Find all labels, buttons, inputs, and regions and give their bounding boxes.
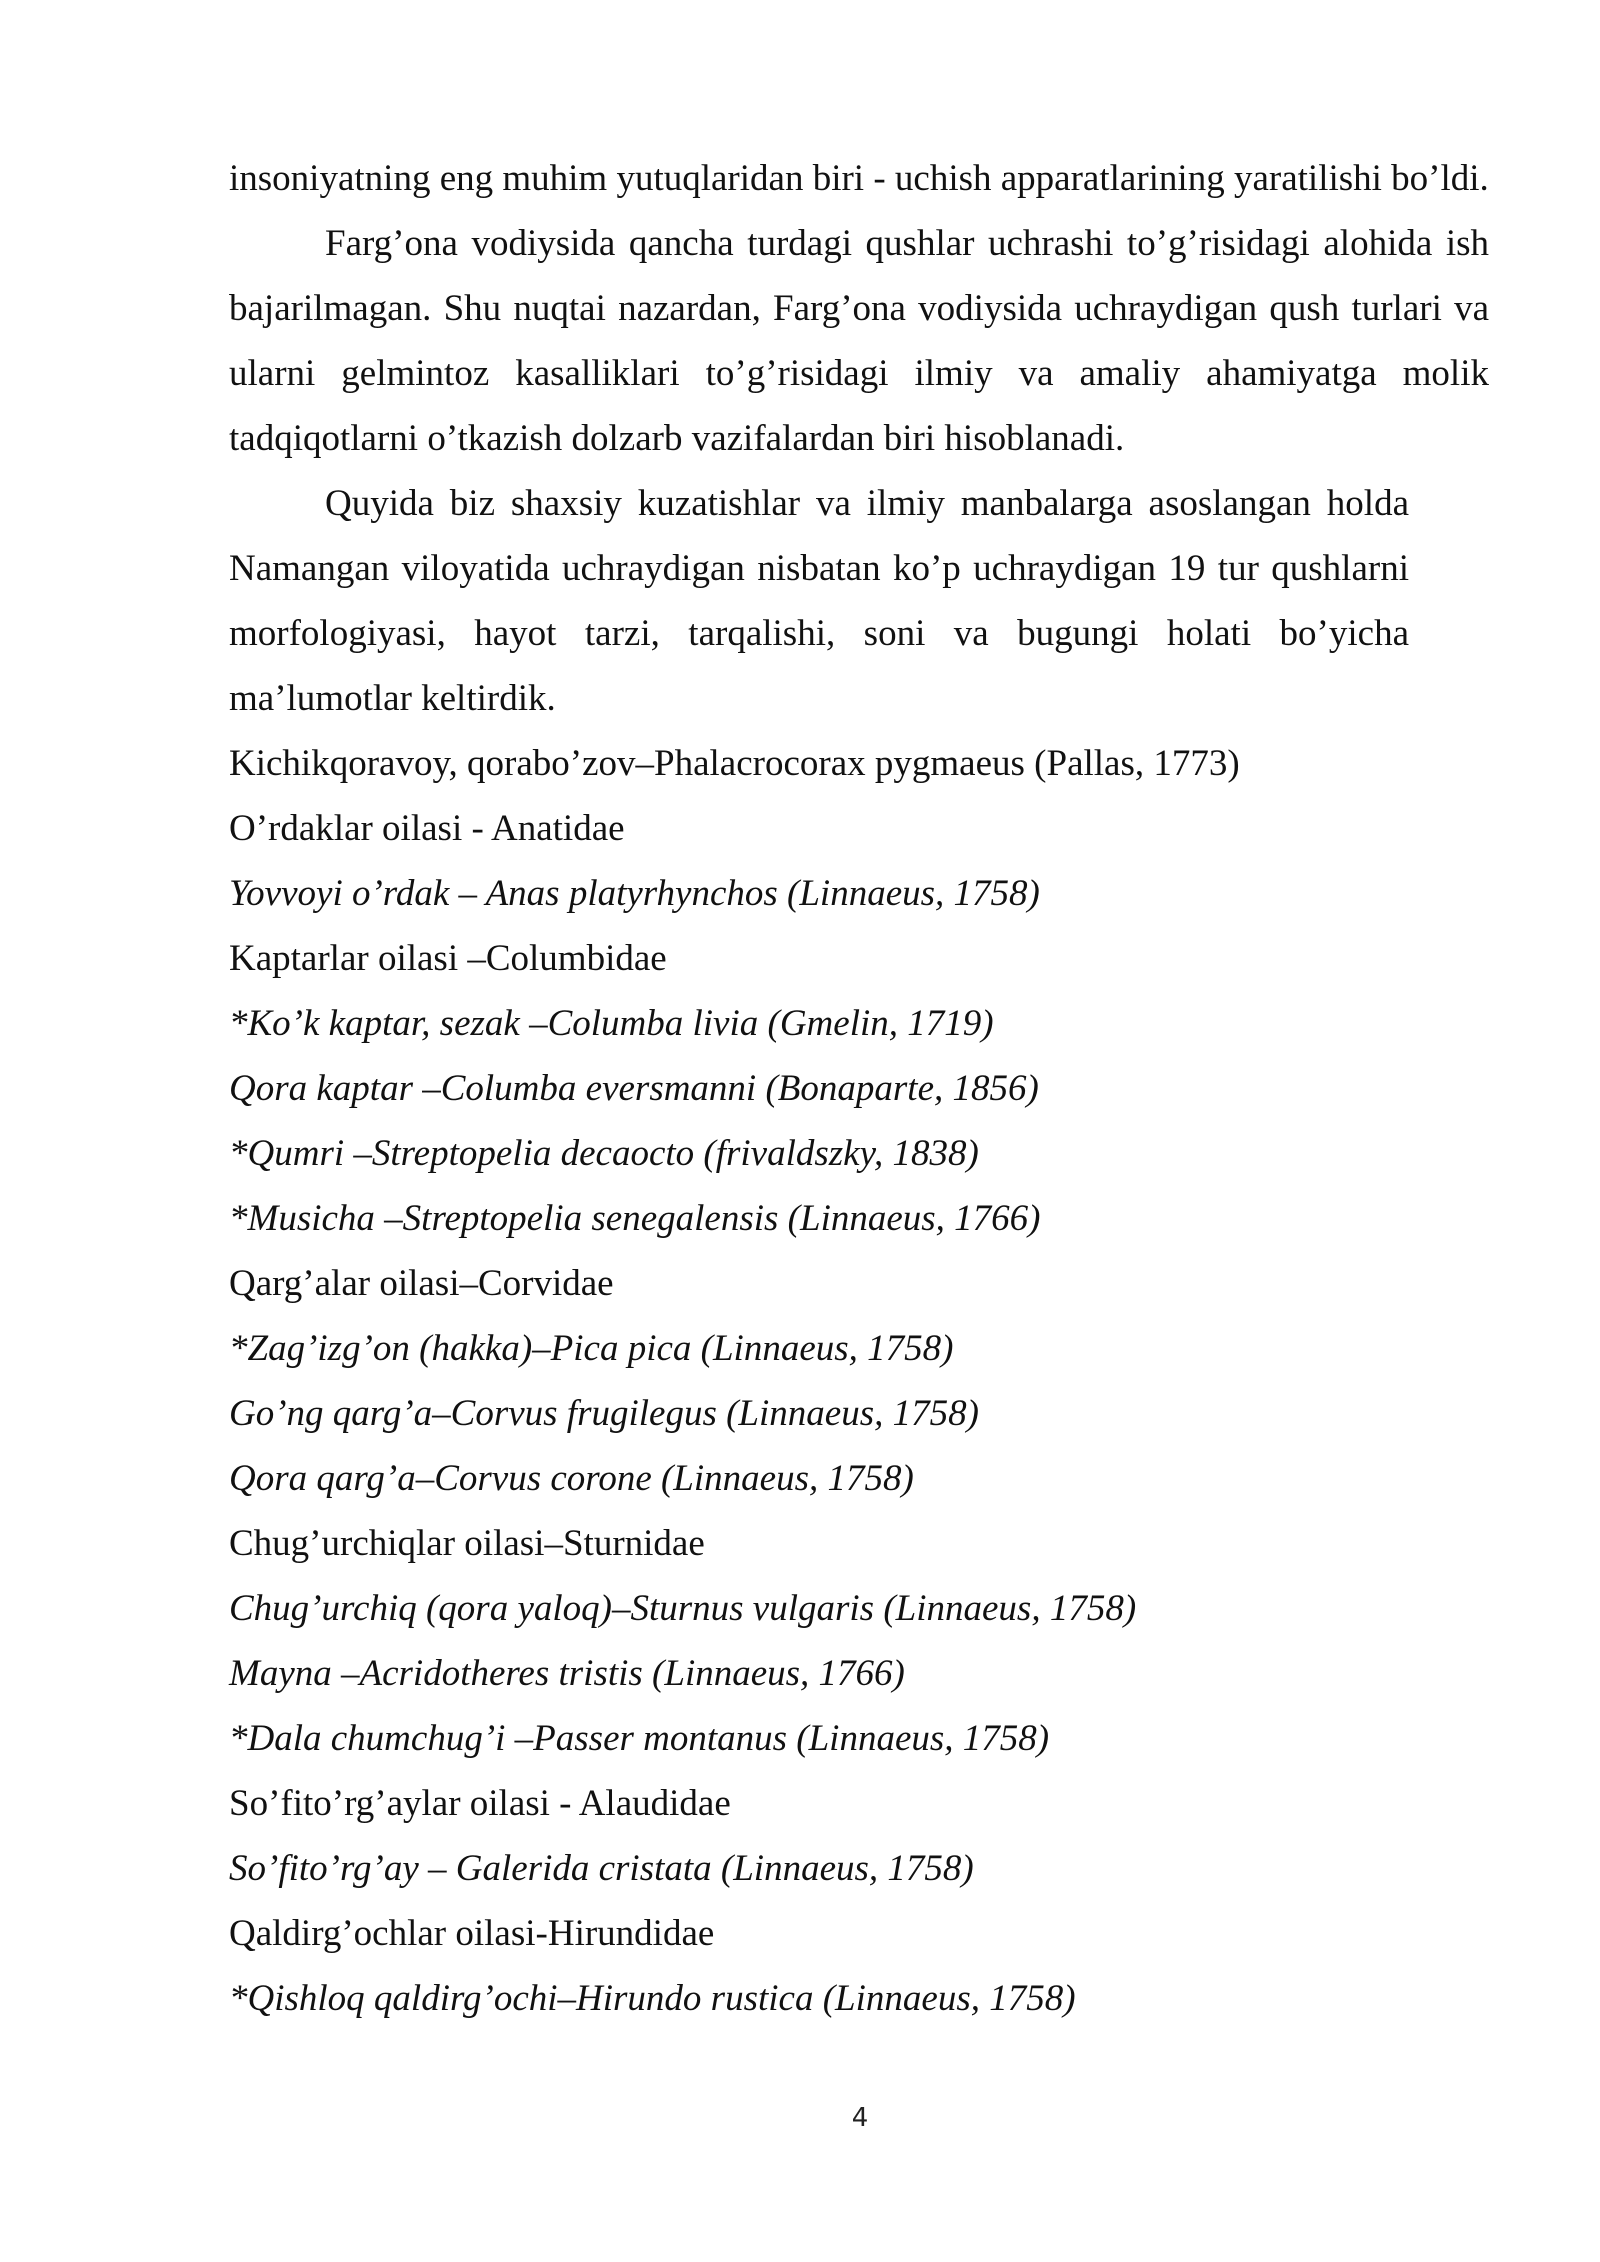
species-entry: So’fito’rg’ay – Galerida cristata (Linnaeus, 1758)	[229, 1848, 974, 1889]
species-entry: *Qishloq qaldirg’ochi–Hirundo rustica (Linnaeus, 1758)	[229, 1978, 1076, 2019]
body-text	[229, 146, 1489, 2031]
species-entry: Qora qarg’a–Corvus corone (Linnaeus, 1758)	[229, 1458, 914, 1499]
paragraph-introduction: Quyida biz shaxsiy kuzatishlar va ilmiy manbalarga asoslangan holda Namangan viloyatida uchraydigan nisbatan ko’p uchraydigan 19 tur qushlarni morfologiyasi, hayot tarzi, tarqalishi, soni va bugungi holati bo’yicha ma’lumotlar keltirdik.	[229, 483, 1409, 719]
family-heading: So’fito’rg’aylar oilasi - Alaudidae	[229, 1783, 731, 1824]
paragraph-research-gap: Farg’ona vodiysida qancha turdagi qushlar uchrashi to’g’risidagi alohida ish bajarilmagan. Shu nuqtai nazardan, Farg’ona vodiysida uchraydigan qush turlari va ularni gelmintoz kasalliklari to’g’risidagi ilmiy va amaliy ahamiyatga molik tadqiqotlarni o’tkazish dolzarb vazifalardan biri hisoblanadi.	[229, 223, 1489, 459]
family-heading: Chug’urchiqlar oilasi–Sturnidae	[229, 1523, 705, 1564]
species-entry: *Zag’izg’on (hakka)–Pica pica (Linnaeus, 1758)	[229, 1328, 954, 1369]
species-entry: Go’ng qarg’a–Corvus frugilegus (Linnaeus, 1758)	[229, 1393, 979, 1434]
family-heading: Kaptarlar oilasi –Columbidae	[229, 938, 667, 979]
species-entry: *Ko’k kaptar, sezak –Columba livia (Gmelin, 1719)	[229, 1003, 994, 1044]
species-entry: Mayna –Acridotheres tristis (Linnaeus, 1766)	[229, 1653, 905, 1694]
family-heading: Qaldirg’ochlar oilasi-Hirundidae	[229, 1913, 715, 1954]
species-list	[229, 731, 1489, 2031]
page-number: 4	[851, 2103, 869, 2133]
species-entry: *Qumri –Streptopelia decaocto (frivaldszky, 1838)	[229, 1133, 979, 1174]
species-entry: Kichikqoravoy, qorabo’zov–Phalacrocorax pygmaeus (Pallas, 1773)	[229, 743, 1240, 784]
species-entry: Qora kaptar –Columba eversmanni (Bonaparte, 1856)	[229, 1068, 1039, 1109]
family-heading: Qarg’alar oilasi–Corvidae	[229, 1263, 614, 1304]
species-entry: Chug’urchiq (qora yaloq)–Sturnus vulgaris (Linnaeus, 1758)	[229, 1588, 1137, 1629]
paragraph-continuation: insoniyatning eng muhim yutuqlaridan biri - uchish apparatlarining yaratilishi bo’ldi.	[229, 158, 1489, 199]
species-entry: Yovvoyi o’rdak – Anas platyrhynchos (Linnaeus, 1758)	[229, 873, 1040, 914]
family-heading: O’rdaklar oilasi - Anatidae	[229, 808, 625, 849]
species-entry: *Musicha –Streptopelia senegalensis (Linnaeus, 1766)	[229, 1198, 1041, 1239]
species-entry: *Dala chumchug’i –Passer montanus (Linnaeus, 1758)	[229, 1718, 1050, 1759]
